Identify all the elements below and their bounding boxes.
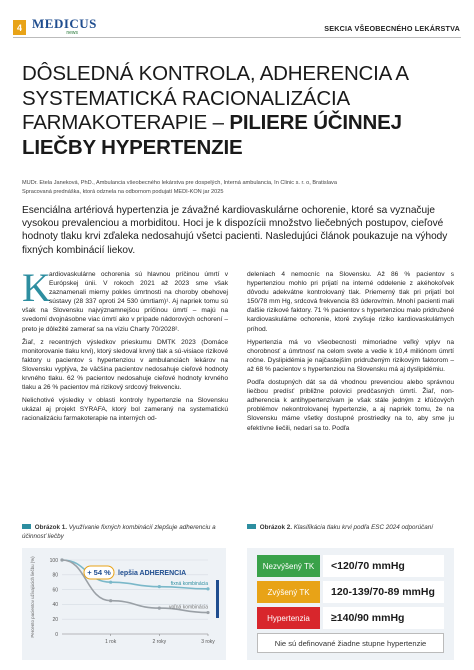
y-tick-label: 80 [52,572,58,579]
bp-label: Nezvýšený TK [257,555,320,577]
bp-value: ≥140/90 mmHg [323,607,444,629]
y-axis-label: Percento pacientov užívajúcich liečbu (%) [30,556,35,638]
y-tick-label: 20 [52,617,58,623]
bp-value: 120-139/70-89 mmHg [323,581,444,603]
bp-row-elevated [257,581,444,603]
y-tick-label: 100 [49,557,58,564]
data-point [60,558,63,561]
intro-paragraph [22,265,228,334]
bp-label: Hypertenzia [257,607,320,629]
data-point [109,581,112,584]
bp-label: Zvýšený TK [257,581,320,603]
event-line: Spracovaná prednáška, ktorá odznela na odbornom podujatí MEDI-KON jar 2025 [22,188,224,195]
paragraph: Žiaľ, z recentných výsledkov prieskumu DMTK 2023 (Domáce monitorovanie tlaku krvi), ktorý sledoval krvný tlak a sú-visiace rizikové faktory u pacientov s hypertenziou v ambulanciách lekárov na Slovensku vyplýva, že väčšina pacientov nedosahuje cieľové hodnoty krvného tlaku. 62 % pacientov nedosahuje cieľové hodnoty krvného tlaku a 26 % pacientov má rizikový srdcový frekvenciu. [22,338,228,392]
page-number: 4 [13,20,26,35]
paragraph-text: ardiovaskulárne ochorenia sú hlavnou príčinou úmrtí v Európskej únii. V rokoch 2021 až 2023 sme však zaznamenali mierny pokles úmrtnosti na choroby obehovej sústavy (28 337 oproti 24 530 úmrtiam)¹. Aj napriek tomu sú však na Slovensku najvýznamnejšou príčinou úmrtí – majú na svedomí dvojnásobne viac úmrtí ako v prípade nádorových ochorení – preto je dôležité zamerať sa na víziu Charty 70/2028². [22,271,228,333]
data-point [206,611,209,614]
title-light: DÔSLEDNÁ KONTROLA, ADHERENCIA A SYSTEMATICKÁ RACIONALIZÁCIA FARMAKOTERAPIE – [22,62,408,134]
data-point [158,607,161,610]
header-divider [13,37,461,38]
author-line: MUDr. Etela Janeková, PhD., Ambulancia všeobecného lekárstva pre dospelých, Interná ambulancia, In Clinic s. r. o, Bratislava [22,180,337,186]
series-label: fixná kombinácia [170,580,208,587]
difference-bar [216,580,219,618]
drop-cap: K [22,265,51,310]
figure2-caption [247,523,452,533]
x-tick-label: 2 roky [152,639,167,645]
series-label: voľná kombinácia [169,604,208,611]
medicus-logo [32,15,97,39]
x-tick-label: 3 roky [201,639,215,645]
bp-note: Nie sú definované žiadne stupne hypertenzie [257,633,444,653]
data-point [158,585,161,588]
body-column-left [22,265,228,428]
y-tick-label: 40 [52,602,58,609]
logo-text: MEDICUS [32,16,97,31]
article-title [22,62,462,160]
figure1-text: Využívanie fixných kombinácií zlepšuje adherenciu a účinnosť liečby [22,524,216,540]
bp-row-hypertension [257,607,444,629]
figure2-bp-classification [247,548,454,660]
x-tick-label: 1 rok [105,639,117,645]
figure2-label: Obrázok 2. [259,524,292,531]
section-label: SEKCIA VŠEOBECNÉHO LEKÁRSTVA [324,24,460,33]
callout-text: lepšia ADHERENCIA [118,570,187,577]
body-column-right [247,270,454,437]
paragraph: deleniach 4 nemocníc na Slovensku. Až 86 % pacientov s hypertenziou mohlo pri prijatí na interné oddelenie z akéhokoľvek dôvodu adekvátne kontrolovaný tlak. Priemerný tlak pri prijatí bol 150/78 mm Hg, srdcová frekvencia 83 úderov/min. Mnohí pacienti mali ďalšie rizikové faktory. 71 % pacientov s hypertenziou malo pridružené kardiovaskulárne ochorenie, ktoré zvyšuje riziko kardiovaskulárnych príhod. [247,271,454,333]
bp-value: <120/70 mmHg [323,555,444,577]
author-info [22,179,452,196]
figure2-text: Klasifikácia tlaku krvi podľa ESC 2024 odporúčaní [293,524,434,531]
figure1-label: Obrázok 1. [34,524,67,531]
figure1-chart [22,548,226,660]
callout-value: + 54 % [87,568,111,577]
logo-subtext: news [66,30,78,36]
data-point [109,599,112,602]
paragraph: Podľa dostupných dát sa dá vhodnou prevenciou alebo správnou liečbou predísť približne polovici predčasných úmrtí. Žiaľ, non-adherencia k antihypertenzívam je však stále jedným z kľúčových problémov nekontrolovanej hypertenzie, a aj napriek tomu, že na Slovensku máme všetky dostupné prostriedky na to, aby sme ju efektívne liečili, nedarí sa to. Podľa [247,379,454,432]
data-point [206,587,209,590]
title-bold: PILIERE ÚČINNEJ LIEČBY HYPERTENZIE [22,111,402,159]
y-tick-label: 0 [55,631,58,638]
bp-row-normal [257,555,444,577]
paragraph: Nelichotivé výsledky v oblasti kontroly hypertenzie na Slovensku ukázal aj projekt SYRAFA, ktorý bol zameraný na systematickú racionalizáciu farmakoterapie na interných od- [22,397,228,423]
y-tick-label: 60 [52,587,58,594]
adherence-line-chart [22,548,226,660]
paragraph: Hypertenzia má vo všeobecnosti mimoriadne veľký vplyv na chorobnosť a úmrtnosť na celom svete a vedie k 10,4 miliónom úmrtí ročne. Dyslipidémia je najčastejším pridruženým rizikovým faktorom – až 68 % pacientov s hypertenziou na Slovensku má aj dyslipidémiu. [247,338,454,373]
lead-paragraph: Esenciálna artériová hypertenzia je závažné kardiovaskulárne ochorenie, ktoré sa vyznačuje vysokou prevalenciou a morbiditou. Hoci je k dispozícii množstvo liečebných postupov, cieľové hodnoty tlaku krvi zďaleka nedosahujú všetci pacienti. Nasledujúci článok poukazuje na výhody fixných kombinácií liekov. [22,205,448,256]
figure-marker-icon [247,523,256,530]
figure-marker-icon [22,523,31,530]
figure1-caption [22,523,227,541]
